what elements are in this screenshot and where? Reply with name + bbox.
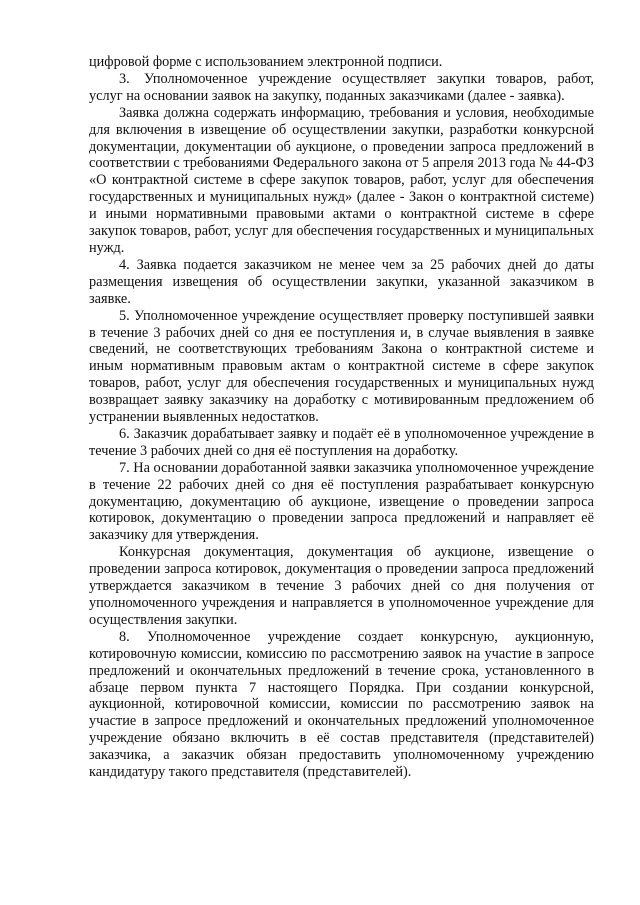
paragraph-item-5: 5. Уполномоченное учреждение осуществляет проверку поступившей заявки в течение 3 рабочих дней со дня ее поступления и, в случае выявления в заявке сведений, не соответствующих требованиям Закона о контрактной системе и иным нормативным правовым актам о контрактной системе в сфере закупок товаров, работ, услуг для обеспечения государственных и муниципальных нужд возвращает заявку заказчику на доработку с мотивированным предложением об устранении выявленных недостатков. <box>89 307 594 426</box>
document-page <box>89 54 594 781</box>
paragraph-item-7: 7. На основании доработанной заявки заказчика уполномоченное учреждение в течение 22 рабочих дней со дня её поступления разрабатывает конкурсную документацию, документацию об аукционе, извещение о проведении запроса котировок, документацию о проведении запроса предложений и направляет её заказчику для утверждения. <box>89 459 594 544</box>
paragraph-item-8: 8. Уполномоченное учреждение создает конкурсную, аукционную, котировочную комиссии, комиссию по рассмотрению заявок на участие в запросе предложений и окончательных предложений в течение срока, установленного в абзаце первом пункта 7 настоящего Порядка. При создании конкурсной, аукционной, котировочной комиссии, комиссии по рассмотрению заявок на участие в запросе предложений и окончательных предложений уполномоченное учреждение обязано включить в её состав представителя (представителей) заказчика, а заказчик обязан предоставить уполномоченному учреждению кандидатуру такого представителя (представителей). <box>89 628 594 781</box>
paragraph-application-content: Заявка должна содержать информацию, требования и условия, необходимые для включения в извещение об осуществлении закупки, разработки конкурсной документации, документации об аукционе, о проведении запроса предложений в соответствии с требованиями Федерального закона от 5 апреля 2013 года № 44-ФЗ «О контрактной системе в сфере закупок товаров, работ, услуг для обеспечения государственных и муниципальных нужд» (далее - Закон о контрактной системе) и иными нормативными правовыми актами о контрактной системе в сфере закупок товаров, работ, услуг для обеспечения государственных и муниципальных нужд. <box>89 104 594 256</box>
paragraph-item-3: 3. Уполномоченное учреждение осуществляет закупки товаров, работ, услуг на основании заявок на закупку, поданных заказчиками (далее - заявка). <box>89 70 594 104</box>
paragraph-continuation: цифровой форме с использованием электронной подписи. <box>89 54 443 70</box>
paragraph-documentation-approval: Конкурсная документация, документация об аукционе, извещение о проведении запроса котировок, документация о проведении запроса предложений утверждается заказчиком в течение 3 рабочих дней со дня получения от уполномоченного учреждения и направляется в уполномоченное учреждение для осуществления закупки. <box>89 544 594 628</box>
paragraph-item-4: 4. Заявка подается заказчиком не менее чем за 25 рабочих дней до даты размещения извещения об осуществлении закупки, указанной заказчиком в заявке. <box>89 256 594 307</box>
paragraph-item-6: 6. Заказчик дорабатывает заявку и подаёт её в уполномоченное учреждение в течение 3 рабочих дней со дня её поступления на доработку. <box>89 425 594 459</box>
